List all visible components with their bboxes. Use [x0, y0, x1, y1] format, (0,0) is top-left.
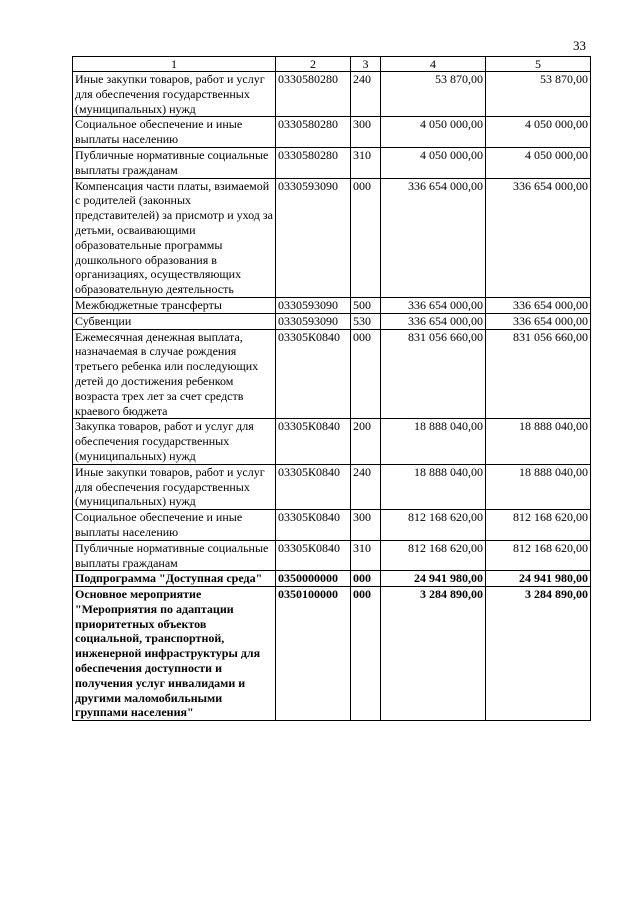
row-vr-cell: 310: [351, 147, 381, 178]
row-sum-year2-cell: 3 284 890,00: [486, 587, 591, 721]
row-sum-year2-cell: 4 050 000,00: [486, 117, 591, 148]
row-name-cell: Социальное обеспечение и иные выплаты населению: [73, 117, 276, 148]
table-row: [73, 464, 591, 509]
row-sum-year2-cell: 336 654 000,00: [486, 313, 591, 329]
header-cell-2: 2: [276, 57, 351, 72]
table-header-row: [73, 57, 591, 72]
table-row: [73, 178, 591, 297]
row-name-cell: Иные закупки товаров, работ и услуг для обеспечения государственных (муниципальных) нужд: [73, 72, 276, 117]
row-name-cell: Компенсация части платы, взимаемой с родителей (законных представителей) за присмотр и уход за детьми, осваивающими образовательные программы дошкольного образования в организациях, осуществляющих образовательную деятельность: [73, 178, 276, 297]
row-code-cell: 03305К0840: [276, 464, 351, 509]
row-sum-year2-cell: 18 888 040,00: [486, 464, 591, 509]
row-code-cell: 0350000000: [276, 571, 351, 587]
row-sum-year2-cell: 812 168 620,00: [486, 540, 591, 571]
row-name-cell: Субвенции: [73, 313, 276, 329]
row-sum-year1-cell: 4 050 000,00: [381, 147, 486, 178]
row-code-cell: 0330580280: [276, 147, 351, 178]
row-vr-cell: 000: [351, 571, 381, 587]
table-row: [73, 587, 591, 721]
row-sum-year1-cell: 3 284 890,00: [381, 587, 486, 721]
row-name-cell: Публичные нормативные социальные выплаты гражданам: [73, 147, 276, 178]
row-code-cell: 0330580280: [276, 72, 351, 117]
row-name-cell: Ежемесячная денежная выплата, назначаемая в случае рождения третьего ребенка или последующих детей до достижения ребенком возраста трех лет за счет средств краевого бюджета: [73, 329, 276, 419]
row-code-cell: 03305К0840: [276, 510, 351, 541]
row-name-cell: Межбюджетные трансферты: [73, 297, 276, 313]
row-vr-cell: 000: [351, 587, 381, 721]
row-code-cell: 03305К0840: [276, 540, 351, 571]
table-row: [73, 147, 591, 178]
page-number: 33: [573, 38, 586, 53]
row-code-cell: 0330580280: [276, 117, 351, 148]
row-sum-year2-cell: 24 941 980,00: [486, 571, 591, 587]
row-name-cell: Подпрограмма "Доступная среда": [73, 571, 276, 587]
row-code-cell: 03305К0840: [276, 329, 351, 419]
row-sum-year2-cell: 812 168 620,00: [486, 510, 591, 541]
row-sum-year1-cell: 18 888 040,00: [381, 464, 486, 509]
table-row: [73, 72, 591, 117]
row-sum-year1-cell: 831 056 660,00: [381, 329, 486, 419]
row-vr-cell: 240: [351, 464, 381, 509]
row-vr-cell: 240: [351, 72, 381, 117]
row-sum-year1-cell: 4 050 000,00: [381, 117, 486, 148]
row-name-cell: Закупка товаров, работ и услуг для обеспечения государственных (муниципальных) нужд: [73, 419, 276, 464]
row-name-cell: Основное мероприятие "Мероприятия по адаптации приоритетных объектов социальной, транспортной, инженерной инфраструктуры для обеспечения доступности и получения услуг инвалидами и другими маломобильными группами населения": [73, 587, 276, 721]
row-sum-year1-cell: 812 168 620,00: [381, 510, 486, 541]
header-cell-1: 1: [73, 57, 276, 72]
table-row: [73, 329, 591, 419]
table-row: [73, 297, 591, 313]
row-code-cell: 0330593090: [276, 313, 351, 329]
row-sum-year2-cell: 4 050 000,00: [486, 147, 591, 178]
table-row: [73, 540, 591, 571]
row-vr-cell: 530: [351, 313, 381, 329]
row-code-cell: 03305К0840: [276, 419, 351, 464]
row-vr-cell: 500: [351, 297, 381, 313]
row-vr-cell: 310: [351, 540, 381, 571]
budget-table: [72, 56, 591, 721]
row-sum-year2-cell: 18 888 040,00: [486, 419, 591, 464]
table-row: [73, 510, 591, 541]
row-sum-year2-cell: 336 654 000,00: [486, 178, 591, 297]
row-name-cell: Публичные нормативные социальные выплаты гражданам: [73, 540, 276, 571]
row-sum-year1-cell: 18 888 040,00: [381, 419, 486, 464]
row-code-cell: 0330593090: [276, 178, 351, 297]
row-sum-year1-cell: 336 654 000,00: [381, 313, 486, 329]
row-sum-year1-cell: 336 654 000,00: [381, 178, 486, 297]
row-code-cell: 0350100000: [276, 587, 351, 721]
row-sum-year1-cell: 24 941 980,00: [381, 571, 486, 587]
row-vr-cell: 300: [351, 117, 381, 148]
row-vr-cell: 000: [351, 178, 381, 297]
row-name-cell: Социальное обеспечение и иные выплаты населению: [73, 510, 276, 541]
row-vr-cell: 300: [351, 510, 381, 541]
header-cell-3: 3: [351, 57, 381, 72]
table-row: [73, 419, 591, 464]
header-cell-5: 5: [486, 57, 591, 72]
row-vr-cell: 200: [351, 419, 381, 464]
row-name-cell: Иные закупки товаров, работ и услуг для обеспечения государственных (муниципальных) нужд: [73, 464, 276, 509]
row-sum-year1-cell: 53 870,00: [381, 72, 486, 117]
row-sum-year2-cell: 53 870,00: [486, 72, 591, 117]
row-sum-year1-cell: 812 168 620,00: [381, 540, 486, 571]
row-sum-year1-cell: 336 654 000,00: [381, 297, 486, 313]
table-row: [73, 571, 591, 587]
header-cell-4: 4: [381, 57, 486, 72]
table-row: [73, 117, 591, 148]
row-vr-cell: 000: [351, 329, 381, 419]
row-sum-year2-cell: 831 056 660,00: [486, 329, 591, 419]
row-code-cell: 0330593090: [276, 297, 351, 313]
table-row: [73, 313, 591, 329]
row-sum-year2-cell: 336 654 000,00: [486, 297, 591, 313]
